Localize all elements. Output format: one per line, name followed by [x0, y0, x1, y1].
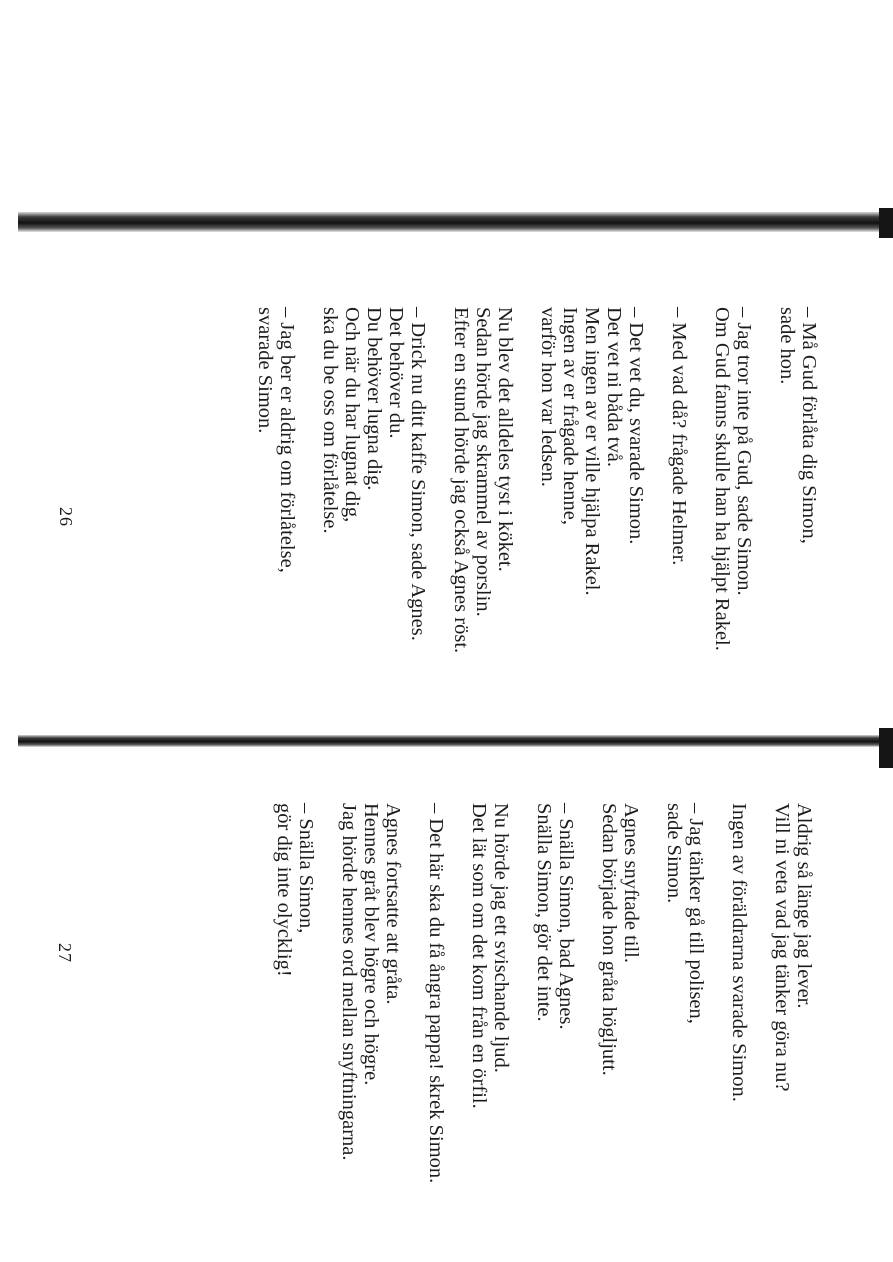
text-line: Efter en stund hörde jag också Agnes röst. — [450, 307, 472, 654]
stanza — [668, 307, 690, 732]
text-line: Men ingen av er ville hjälpa Rakel. — [581, 307, 603, 596]
text-line: Ingen av föräldrarna svarade Simon. — [728, 803, 750, 1102]
text-line: Du behöver lugna dig. — [363, 307, 385, 491]
text-line: Det vet ni båda två. — [603, 307, 625, 467]
text-line: – Jag tänker gå till polisen, — [685, 803, 707, 1024]
text-line: – Med vad då? frågade Helmer. — [668, 307, 690, 566]
text-line: sade hon. — [776, 307, 798, 385]
text-line: Sedan började hon gråta högljutt. — [598, 803, 620, 1076]
text-line: ska du be oss om förlåtelse. — [319, 307, 341, 534]
text-line: Agnes fortsatte att gråta. — [382, 803, 404, 1005]
text-line: – Må Gud förlåta dig Simon, — [798, 307, 820, 544]
text-line: – Drick nu ditt kaffe Simon, sade Agnes. — [407, 307, 429, 641]
page-26-text — [233, 307, 820, 732]
text-line: Och när du har lugnat dig, — [341, 307, 363, 523]
text-line: Ingen av er frågade henne, — [559, 307, 581, 525]
text-line: gör dig inte olycklig! — [273, 803, 295, 977]
stanza — [537, 307, 647, 732]
stanza — [338, 803, 404, 1243]
stanza — [468, 803, 512, 1243]
text-line: Hennes gråt blev högre och högre. — [360, 803, 382, 1086]
text-line: – Det här ska du få ångra pappa! skrek Simon. — [425, 803, 447, 1184]
stanza — [319, 307, 429, 732]
top-spine-shadow — [18, 212, 893, 232]
stanza — [533, 803, 577, 1243]
stanza — [771, 803, 815, 1243]
stanza — [273, 803, 317, 1243]
stanza — [711, 307, 755, 732]
text-line: – Jag tror inte på Gud, sade Simon. — [733, 307, 755, 596]
text-line: svarade Simon. — [254, 307, 276, 434]
text-line: Snälla Simon, gör det inte. — [533, 803, 555, 1022]
text-line: – Jag ber er aldrig om förlåtelse, — [276, 307, 298, 573]
text-line: sade Simon. — [663, 803, 685, 904]
page-number: 26 — [56, 507, 76, 527]
text-line: – Snälla Simon, bad Agnes. — [555, 803, 577, 1030]
text-line: Om Gud fanns skulle han ha hjälpt Rakel. — [711, 307, 733, 651]
text-line: Vill ni veta vad jag tänker göra nu? — [771, 803, 793, 1092]
stanza — [663, 803, 707, 1243]
text-line: Nu blev det alldeles tyst i köket. — [494, 307, 516, 572]
text-line: Agnes snyftade till. — [620, 803, 642, 963]
page-number: 27 — [55, 943, 75, 963]
text-line: Jag hörde hennes ord mellan snyftningarna. — [338, 803, 360, 1161]
text-line: varför hon var ledsen. — [537, 307, 559, 487]
text-line: Nu hörde jag ett svischande ljud. — [490, 803, 512, 1073]
page-26 — [0, 232, 893, 732]
text-line: Det behöver du. — [385, 307, 407, 439]
text-line: – Snälla Simon, — [295, 803, 317, 934]
page-27 — [0, 745, 893, 1262]
stanza — [776, 307, 820, 732]
text-line: Det lät som om det kom från en örfil. — [468, 803, 490, 1109]
text-line: Sedan hörde jag skrammel av porslin. — [472, 307, 494, 617]
stanza — [425, 803, 447, 1243]
stanza — [450, 307, 516, 732]
stanza — [728, 803, 750, 1243]
text-line: Aldrig så länge jag lever. — [793, 803, 815, 1009]
stanza — [254, 307, 298, 732]
stanza — [598, 803, 642, 1243]
text-line: – Det vet du, svarade Simon. — [625, 307, 647, 545]
page-27-text — [252, 803, 815, 1243]
